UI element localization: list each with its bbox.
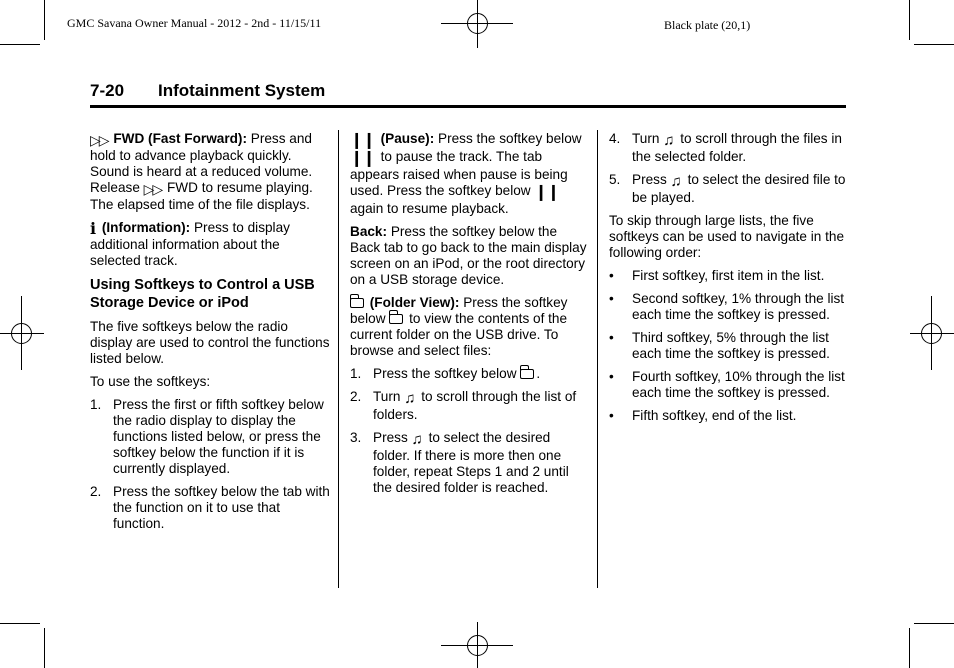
bullet-text: First softkey, first item in the list.	[632, 268, 825, 283]
page-heading	[90, 81, 846, 108]
pause-text: again to resume playback.	[350, 201, 509, 216]
page-number: 7-20	[90, 81, 125, 100]
list-item	[90, 484, 330, 532]
bullet-item	[609, 268, 849, 284]
bullet-text: Third softkey, 5% through the list each time the softkey is pressed.	[632, 330, 830, 361]
list-item	[609, 172, 849, 206]
information-paragraph	[90, 220, 330, 269]
fast-forward-icon: ▷▷	[143, 181, 162, 197]
folder-icon	[350, 298, 364, 308]
registration-mark-left	[0, 296, 44, 370]
print-header-right: Black plate (20,1)	[664, 18, 751, 32]
bullet-text: Second softkey, 1% through the list each time the softkey is pressed.	[632, 291, 845, 322]
fast-forward-label: FWD (Fast Forward):	[113, 131, 247, 146]
back-paragraph	[350, 224, 588, 288]
folder-view-text: to view the contents of the current folder on the USB drive. To browse and select files:	[350, 311, 568, 358]
information-text: Press to display additional information about the selected track.	[90, 220, 290, 268]
step-text: Press the softkey below the tab with the function on it to use that function.	[113, 484, 330, 531]
step-text: Press	[373, 430, 408, 445]
step-text: to scroll through the list of folders.	[373, 389, 577, 422]
music-note-icon: ♫	[411, 431, 423, 448]
music-note-icon: ♫	[404, 390, 416, 407]
fast-forward-text: Press and hold to advance playback quickly. Sound is heard at a reduced volume. Release	[90, 131, 313, 195]
step-number: 4.	[609, 131, 621, 146]
step-text: to select the desired folder. If there is more then one folder, repeat Steps 1 and 2 until the desired folder is reached.	[373, 430, 569, 495]
crop-mark	[44, 0, 45, 40]
music-note-icon: ♫	[670, 173, 682, 190]
information-label: (Information):	[101, 220, 191, 235]
crop-mark	[909, 628, 910, 668]
subheading: Using Softkeys to Control a USB Storage Device or iPod	[90, 277, 315, 311]
back-label: Back:	[350, 224, 388, 239]
list-item	[350, 430, 588, 496]
bullet-text: Fifth softkey, end of the list.	[632, 408, 797, 423]
list-item	[90, 397, 330, 477]
bullet-item	[609, 408, 849, 424]
column-2	[350, 131, 588, 503]
column-divider	[338, 130, 339, 588]
fast-forward-paragraph	[90, 131, 330, 213]
bullet-icon: •	[609, 291, 614, 306]
pause-label: (Pause):	[380, 131, 435, 146]
step-number: 1.	[350, 366, 362, 381]
crop-mark	[44, 628, 45, 668]
step-number: 3.	[350, 430, 362, 445]
folder-icon	[520, 369, 534, 379]
step-text: to scroll through the files in the selected folder.	[632, 131, 842, 164]
pause-text: Press the softkey below	[438, 131, 582, 146]
bullet-item	[609, 291, 849, 323]
folder-view-label: (Folder View):	[369, 295, 460, 310]
step-text: Turn	[632, 131, 660, 146]
crop-mark	[0, 623, 40, 624]
music-note-icon: ♫	[663, 132, 675, 149]
bullet-icon: •	[609, 330, 614, 345]
print-header-left: GMC Savana Owner Manual - 2012 - 2nd - 11/15/11	[67, 16, 322, 30]
to-use-paragraph: To use the softkeys:	[90, 374, 211, 389]
step-number: 1.	[90, 397, 102, 412]
skip-paragraph: To skip through large lists, the five softkeys can be used to navigate in the following order:	[609, 213, 845, 260]
intro-paragraph: The five softkeys below the radio display are used to control the functions listed below.	[90, 319, 330, 366]
list-item	[609, 131, 849, 165]
crop-mark	[914, 44, 954, 45]
crop-mark	[0, 44, 40, 45]
bullet-text: Fourth softkey, 10% through the list each time the softkey is pressed.	[632, 369, 845, 400]
step-text: Turn	[373, 389, 401, 404]
fast-forward-icon: ▷▷	[90, 132, 108, 148]
registration-mark-bottom	[441, 622, 513, 668]
step-text: Press the first or fifth softkey below the radio display to display the functions listed below, or press the softkey below the function if it is currently displayed.	[113, 397, 324, 476]
folder-icon	[389, 314, 403, 324]
pause-text: to pause the track. The tab appears raised when pause is being used. Press the softkey below	[350, 149, 568, 198]
column-1	[90, 131, 330, 539]
folder-view-paragraph	[350, 295, 588, 359]
bullet-icon: •	[609, 369, 614, 384]
bullet-icon: •	[609, 408, 614, 423]
pause-icon: ❙❙	[350, 150, 375, 167]
step-text: Press the softkey below	[373, 366, 517, 381]
step-number: 2.	[350, 389, 362, 404]
registration-mark-top	[441, 0, 513, 48]
step-text: Press	[632, 172, 667, 187]
step-text: .	[536, 366, 541, 381]
section-title: Infotainment System	[158, 81, 326, 100]
pause-paragraph	[350, 131, 588, 217]
back-text: Press the softkey below the Back tab to go back to the main display screen on an iPod, or the root directory on a USB storage device.	[350, 224, 587, 287]
bullet-icon: •	[609, 268, 614, 283]
pause-icon: ❙❙	[534, 184, 560, 201]
step-number: 2.	[90, 484, 102, 499]
list-item	[350, 389, 588, 423]
list-item	[350, 366, 588, 382]
information-icon: i	[90, 219, 97, 238]
pause-icon: ❙❙	[350, 132, 375, 149]
crop-mark	[909, 0, 910, 40]
step-number: 5.	[609, 172, 621, 187]
column-3	[609, 131, 849, 431]
registration-mark-right	[910, 296, 954, 370]
fast-forward-text-end: FWD to resume playing. The elapsed time of the file displays.	[90, 180, 313, 212]
column-divider	[597, 130, 598, 588]
step-text: to select the desired file to be played.	[632, 172, 846, 205]
folder-view-text: Press the softkey below	[350, 295, 568, 326]
crop-mark	[914, 623, 954, 624]
bullet-item	[609, 369, 849, 401]
bullet-item	[609, 330, 849, 362]
